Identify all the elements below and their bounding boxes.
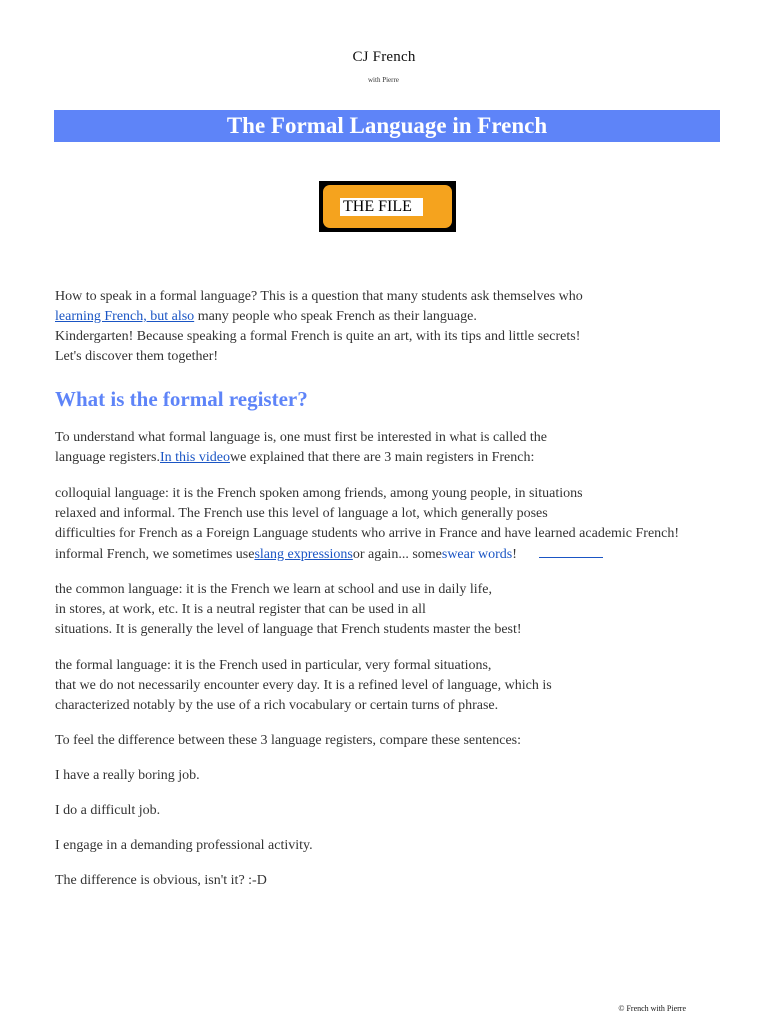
- paragraph-text: we explained that there are 3 main registers in French:: [229, 450, 535, 465]
- file-button-face: [323, 185, 452, 228]
- paragraph-line: relaxed and informal. The French use this level of language a lot, which generally poses: [55, 506, 548, 521]
- conclusion-paragraph: The difference is obvious, isn't it? :-D: [55, 873, 267, 888]
- paragraph-line: difficulties for French as a Foreign Language students who arrive in France and have learned academic French!: [55, 526, 680, 541]
- video-link[interactable]: In this video: [159, 450, 230, 465]
- intro-line: Kindergarten! Because speaking a formal French is quite an art, with its tips and little secrets!: [55, 329, 581, 344]
- registers-intro-paragraph: [55, 428, 735, 468]
- compare-paragraph: To feel the difference between these 3 language registers, compare these sentences:: [55, 733, 521, 748]
- paragraph-line: situations. It is generally the level of language that French students master the best!: [55, 622, 522, 637]
- common-paragraph: [55, 580, 735, 640]
- page-title: The Formal Language in French: [54, 110, 720, 142]
- paragraph-line: [55, 448, 735, 468]
- paragraph-line: [55, 544, 735, 565]
- section-heading: What is the formal register?: [55, 387, 308, 411]
- file-button-label: THE FILE: [340, 198, 423, 216]
- slang-expressions-link[interactable]: slang expressions: [254, 547, 353, 562]
- file-download-button[interactable]: [319, 181, 456, 232]
- paragraph-line: colloquial language: it is the French spoken among friends, among young people, in situations: [55, 486, 583, 501]
- paragraph-text: informal French, we sometimes use: [55, 547, 255, 562]
- paragraph-text: !: [512, 547, 517, 562]
- copyright-footer: © French with Pierre: [618, 1004, 686, 1013]
- intro-line: [55, 307, 735, 327]
- paragraph-line: in stores, at work, etc. It is a neutral register that can be used in all: [55, 602, 426, 617]
- intro-paragraph: [55, 287, 735, 367]
- site-logo: [0, 48, 768, 84]
- learning-french-link[interactable]: learning French, but also: [55, 309, 195, 324]
- paragraph-line: To understand what formal language is, one must first be interested in what is called the: [55, 430, 547, 445]
- paragraph-line: the common language: it is the French we learn at school and use in daily life,: [55, 582, 492, 597]
- paragraph-text: or again... some: [352, 547, 442, 562]
- example-sentence: I engage in a demanding professional activity.: [55, 838, 313, 853]
- paragraph-line: that we do not necessarily encounter every day. It is a refined level of language, which is: [55, 678, 552, 693]
- example-sentence: I do a difficult job.: [55, 803, 161, 818]
- logo-main-text: CJ French: [352, 49, 416, 65]
- paragraph-line: characterized notably by the use of a rich vocabulary or certain turns of phrase.: [55, 698, 499, 713]
- blank-underlined-link[interactable]: [539, 544, 603, 558]
- intro-line-text: many people who speak French as their language.: [194, 309, 477, 324]
- swear-words-link[interactable]: swear words: [441, 547, 513, 562]
- intro-line: Let's discover them together!: [55, 349, 219, 364]
- intro-line: How to speak in a formal language? This is a question that many students ask themselves who: [55, 289, 583, 304]
- formal-paragraph: [55, 656, 735, 716]
- colloquial-paragraph: [55, 484, 735, 565]
- paragraph-text: language registers.: [55, 450, 160, 465]
- example-sentence: I have a really boring job.: [55, 768, 200, 783]
- logo-sub-text: with Pierre: [368, 76, 399, 84]
- paragraph-line: the formal language: it is the French used in particular, very formal situations,: [55, 658, 492, 673]
